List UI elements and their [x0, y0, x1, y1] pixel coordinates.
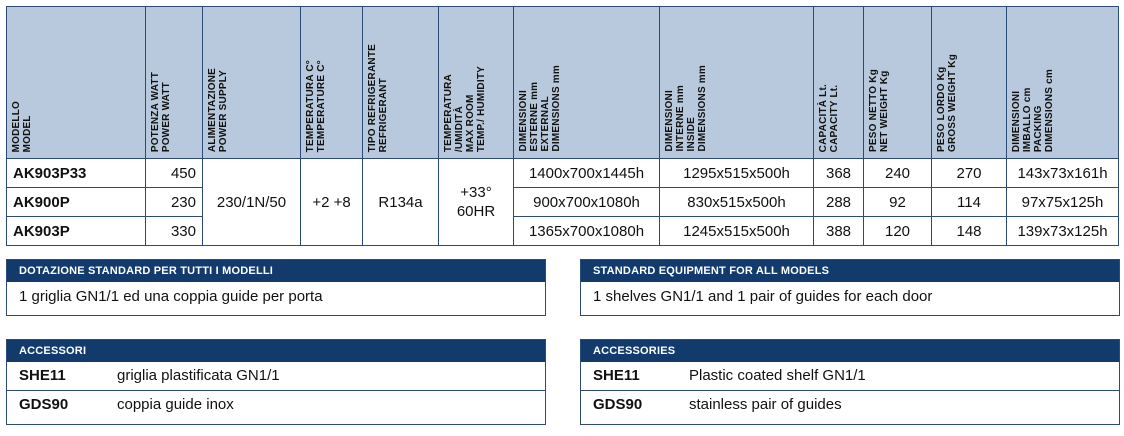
net-weight-cell: 120	[864, 217, 932, 246]
packing-cell: 139x73x125h	[1007, 217, 1119, 246]
accessory-description: Plastic coated shelf GN1/1	[689, 367, 866, 384]
accessory-row	[581, 362, 1119, 390]
refrigerant-cell: R134a	[363, 159, 439, 246]
col-header-power: POTENZA WATT POWER WATT	[146, 7, 203, 159]
col-header-model: MODELLO MODEL	[7, 7, 146, 159]
accessory-code: GDS90	[593, 396, 643, 413]
accessory-row	[581, 390, 1119, 419]
standard-equipment-it-text: 1 griglia GN1/1 ed una coppia guide per porta	[19, 288, 323, 305]
standard-equipment-en-box	[580, 259, 1120, 316]
accessory-code: SHE11	[19, 367, 66, 384]
room-temp-cell: +33° 60HR	[439, 159, 514, 246]
power-cell: 450	[146, 159, 203, 188]
accessories-en-title: ACCESSORIES	[581, 340, 1119, 362]
model-cell: AK900P	[7, 188, 146, 217]
external-dimensions-cell: 900x700x1080h	[514, 188, 660, 217]
packing-cell: 97x75x125h	[1007, 188, 1119, 217]
col-header-external-dimensions: DIMENSIONI ESTERNE mm EXTERNAL DIMENSIONS mm	[514, 7, 660, 159]
power-cell: 230	[146, 188, 203, 217]
power-cell: 330	[146, 217, 203, 246]
col-header-refrigerant: TIPO REFRIGERANTE REFRIGERANT	[363, 7, 439, 159]
net-weight-cell: 240	[864, 159, 932, 188]
inside-dimensions-cell: 1295x515x500h	[660, 159, 814, 188]
table-row	[7, 188, 1119, 217]
capacity-cell: 288	[814, 188, 864, 217]
model-cell: AK903P	[7, 217, 146, 246]
capacity-cell: 368	[814, 159, 864, 188]
col-header-inside-dimensions: DIMENSIONI INTERNE mm INSIDE DIMENSIONS mm	[660, 7, 814, 159]
inside-dimensions-cell: 830x515x500h	[660, 188, 814, 217]
accessory-description: griglia plastificata GN1/1	[117, 367, 280, 384]
accessory-description: stainless pair of guides	[689, 396, 842, 413]
table-row	[7, 217, 1119, 246]
col-header-room-temp: TEMPERATURA /UMIDITÀ MAX ROOM TEMP./ HUMIDITY	[439, 7, 514, 159]
standard-equipment-en-title: STANDARD EQUIPMENT FOR ALL MODELS	[581, 260, 1119, 282]
col-header-capacity: CAPACITÀ Lt. CAPACITY Lt.	[814, 7, 864, 159]
accessories-it-title: ACCESSORI	[7, 340, 545, 362]
standard-equipment-en-text: 1 shelves GN1/1 and 1 pair of guides for each door	[593, 288, 933, 305]
col-header-packing: DIMENSIONI IMBALLO cm PACKING DIMENSIONS cm	[1007, 7, 1119, 159]
col-header-power-supply: ALIMENTAZIONE POWER SUPPLY	[203, 7, 301, 159]
packing-cell: 143x73x161h	[1007, 159, 1119, 188]
accessories-it-box	[6, 339, 546, 425]
col-header-gross-weight: PESO LORDO Kg GROSS WEIGHT Kg	[932, 7, 1007, 159]
net-weight-cell: 92	[864, 188, 932, 217]
spec-table	[6, 6, 1118, 241]
gross-weight-cell: 148	[932, 217, 1007, 246]
inside-dimensions-cell: 1245x515x500h	[660, 217, 814, 246]
accessory-code: GDS90	[19, 396, 69, 413]
standard-equipment-it-title: DOTAZIONE STANDARD PER TUTTI I MODELLI	[7, 260, 545, 282]
accessories-en-box	[580, 339, 1120, 425]
power-supply-cell: 230/1N/50	[203, 159, 301, 246]
col-header-temperature: TEMPERATURA C° TEMPERATURE C°	[301, 7, 363, 159]
external-dimensions-cell: 1365x700x1080h	[514, 217, 660, 246]
accessory-row	[7, 362, 545, 390]
accessory-row	[7, 390, 545, 419]
header-row	[7, 7, 1119, 159]
col-header-net-weight: PESO NETTO Kg NET WEIGHT Kg	[864, 7, 932, 159]
model-cell: AK903P33	[7, 159, 146, 188]
table-row	[7, 159, 1119, 188]
accessory-code: SHE11	[593, 367, 640, 384]
accessory-description: coppia guide inox	[117, 396, 234, 413]
gross-weight-cell: 270	[932, 159, 1007, 188]
external-dimensions-cell: 1400x700x1445h	[514, 159, 660, 188]
temperature-cell: +2 +8	[301, 159, 363, 246]
gross-weight-cell: 114	[932, 188, 1007, 217]
capacity-cell: 388	[814, 217, 864, 246]
standard-equipment-it-box	[6, 259, 546, 316]
